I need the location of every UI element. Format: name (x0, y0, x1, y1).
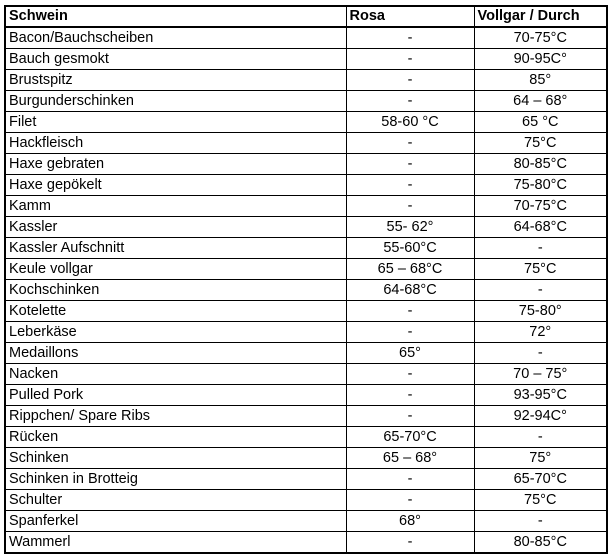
cell-rosa-temp: 65-70°C (346, 427, 474, 448)
cell-rosa-temp: - (346, 490, 474, 511)
table-row (5, 343, 607, 364)
cell-rosa-temp: - (346, 385, 474, 406)
cell-cut-name: Filet (5, 112, 346, 133)
cell-rosa-temp: - (346, 154, 474, 175)
header-vollgar: Vollgar / Durch (474, 6, 607, 27)
table-row (5, 280, 607, 301)
table-row (5, 259, 607, 280)
cell-vollgar-temp: - (474, 511, 607, 532)
cell-rosa-temp: 58-60 °C (346, 112, 474, 133)
table-row (5, 364, 607, 385)
cell-vollgar-temp: 75°C (474, 259, 607, 280)
cell-vollgar-temp: 85° (474, 70, 607, 91)
table-row (5, 469, 607, 490)
cell-cut-name: Nacken (5, 364, 346, 385)
cell-cut-name: Pulled Pork (5, 385, 346, 406)
cell-vollgar-temp: - (474, 427, 607, 448)
cell-cut-name: Kassler Aufschnitt (5, 238, 346, 259)
cell-rosa-temp: - (346, 406, 474, 427)
pork-temperature-table (4, 5, 608, 554)
cell-rosa-temp: 55-60°C (346, 238, 474, 259)
table-row (5, 385, 607, 406)
cell-vollgar-temp: 72° (474, 322, 607, 343)
cell-rosa-temp: 65 – 68° (346, 448, 474, 469)
cell-vollgar-temp: - (474, 343, 607, 364)
cell-cut-name: Kamm (5, 196, 346, 217)
cell-vollgar-temp: 75°C (474, 490, 607, 511)
table-row (5, 322, 607, 343)
table-row (5, 217, 607, 238)
cell-rosa-temp: - (346, 49, 474, 70)
cell-vollgar-temp: - (474, 238, 607, 259)
cell-rosa-temp: - (346, 91, 474, 112)
cell-vollgar-temp: 93-95°C (474, 385, 607, 406)
cell-vollgar-temp: - (474, 280, 607, 301)
cell-vollgar-temp: 75° (474, 448, 607, 469)
cell-rosa-temp: - (346, 196, 474, 217)
table-row (5, 133, 607, 154)
cell-cut-name: Wammerl (5, 532, 346, 554)
cell-cut-name: Haxe gepökelt (5, 175, 346, 196)
table-row (5, 175, 607, 196)
table-row (5, 196, 607, 217)
cell-cut-name: Hackfleisch (5, 133, 346, 154)
cell-cut-name: Keule vollgar (5, 259, 346, 280)
cell-vollgar-temp: 65-70°C (474, 469, 607, 490)
cell-cut-name: Haxe gebraten (5, 154, 346, 175)
cell-rosa-temp: - (346, 469, 474, 490)
table-row (5, 427, 607, 448)
cell-rosa-temp: 65° (346, 343, 474, 364)
cell-rosa-temp: 64-68°C (346, 280, 474, 301)
cell-rosa-temp: - (346, 364, 474, 385)
cell-rosa-temp: - (346, 27, 474, 49)
cell-vollgar-temp: 75°C (474, 133, 607, 154)
cell-cut-name: Leberkäse (5, 322, 346, 343)
cell-vollgar-temp: 64 – 68° (474, 91, 607, 112)
cell-vollgar-temp: 80-85°C (474, 154, 607, 175)
table-row (5, 49, 607, 70)
cell-cut-name: Kassler (5, 217, 346, 238)
cell-cut-name: Schinken in Brotteig (5, 469, 346, 490)
table-row (5, 70, 607, 91)
cell-vollgar-temp: 65 °C (474, 112, 607, 133)
cell-vollgar-temp: 75-80° (474, 301, 607, 322)
cell-cut-name: Bauch gesmokt (5, 49, 346, 70)
cell-rosa-temp: - (346, 133, 474, 154)
cell-rosa-temp: - (346, 175, 474, 196)
cell-vollgar-temp: 70-75°C (474, 196, 607, 217)
cell-cut-name: Burgunderschinken (5, 91, 346, 112)
cell-cut-name: Schinken (5, 448, 346, 469)
header-schwein: Schwein (5, 6, 346, 27)
cell-vollgar-temp: 90-95C° (474, 49, 607, 70)
cell-vollgar-temp: 70-75°C (474, 27, 607, 49)
cell-vollgar-temp: 80-85°C (474, 532, 607, 554)
cell-cut-name: Bacon/Bauchscheiben (5, 27, 346, 49)
table-row (5, 238, 607, 259)
cell-vollgar-temp: 70 – 75° (474, 364, 607, 385)
table-header-row (5, 6, 607, 27)
table-row (5, 27, 607, 49)
temperature-table-container (4, 5, 608, 554)
table-row (5, 406, 607, 427)
cell-cut-name: Spanferkel (5, 511, 346, 532)
cell-rosa-temp: 65 – 68°C (346, 259, 474, 280)
header-rosa: Rosa (346, 6, 474, 27)
table-row (5, 448, 607, 469)
table-row (5, 301, 607, 322)
table-row (5, 490, 607, 511)
cell-rosa-temp: - (346, 301, 474, 322)
cell-cut-name: Schulter (5, 490, 346, 511)
cell-cut-name: Brustspitz (5, 70, 346, 91)
cell-cut-name: Kochschinken (5, 280, 346, 301)
cell-cut-name: Rücken (5, 427, 346, 448)
cell-vollgar-temp: 92-94C° (474, 406, 607, 427)
table-body (5, 27, 607, 553)
cell-cut-name: Kotelette (5, 301, 346, 322)
table-row (5, 112, 607, 133)
cell-cut-name: Rippchen/ Spare Ribs (5, 406, 346, 427)
cell-rosa-temp: - (346, 322, 474, 343)
cell-rosa-temp: 55- 62° (346, 217, 474, 238)
table-row (5, 91, 607, 112)
cell-cut-name: Medaillons (5, 343, 346, 364)
cell-rosa-temp: - (346, 70, 474, 91)
cell-vollgar-temp: 64-68°C (474, 217, 607, 238)
table-row (5, 511, 607, 532)
cell-vollgar-temp: 75-80°C (474, 175, 607, 196)
table-row (5, 532, 607, 554)
cell-rosa-temp: - (346, 532, 474, 554)
table-row (5, 154, 607, 175)
cell-rosa-temp: 68° (346, 511, 474, 532)
